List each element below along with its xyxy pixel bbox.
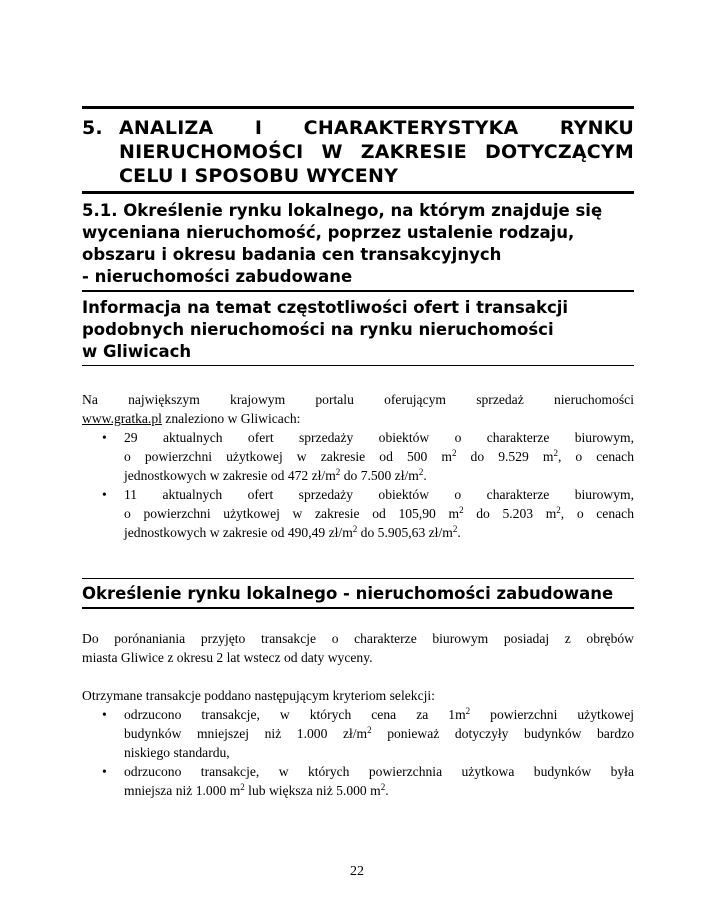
info-heading (82, 292, 634, 365)
paragraph-line: Otrzymane transakcje poddano następującym kryteriom selekcji: (82, 688, 435, 703)
subsection-title-line: obszaru i okresu badania cen transakcyjnych (82, 245, 502, 264)
offers-list (82, 428, 634, 542)
info-title-line: podobnych nieruchomości na rynku nieruchomości (82, 320, 554, 339)
info-intro-line: Na największym krajowym portalu oferującym sprzedaż nieruchomości (82, 392, 634, 407)
document-page (82, 106, 634, 800)
chapter-title-line: ANALIZA I CHARAKTERYSTYKA RYNKU (119, 117, 634, 139)
subsection-title-line: wyceniana nieruchomość, poprzez ustalenie rodzaju, (82, 223, 575, 242)
chapter-number: 5. (82, 117, 103, 139)
bullet-glyph: • (102, 707, 107, 722)
chapter-heading (82, 109, 634, 191)
bullet-glyph: • (102, 487, 107, 502)
page-number: 22 (350, 864, 364, 879)
list-item: • 11 aktualnych ofert sprzedaży obiektów o charakterze biurowym, o powierzchni użytkowej w zakresie od 105,90 $m^2$ do 5.203 $m^2$, o cenach jednostkowych w zakresie od 490,49 $zł/m^2$ do 5.905,63 $zł/m^2$. (102, 487, 634, 540)
chapter-title-line: NIERUCHOMOŚCI W ZAKRESIE DOTYCZĄCYM (119, 141, 634, 163)
local-market-body (82, 629, 634, 800)
paragraph-line: Do porónaniania przyjęto transakcje o charakterze biurowym posiadaj z obrębów (82, 631, 634, 646)
criteria-list (82, 705, 634, 800)
bullet-glyph: • (102, 430, 107, 445)
chapter-title-line: CELU I SPOSOBU WYCENY (119, 165, 399, 187)
subsection-title-line: - nieruchomości zabudowane (82, 267, 353, 286)
subsection-heading (82, 194, 634, 290)
paragraph-line: miasta Gliwice z okresu 2 lat wstecz od daty wyceny. (82, 650, 373, 665)
info-title-line: Informacja na temat częstotliwości ofert i transakcji (82, 298, 569, 317)
gratka-link[interactable]: www.gratka.pl (82, 411, 162, 426)
info-rule (82, 365, 634, 366)
list-item: • 29 aktualnych ofert sprzedaży obiektów o charakterze biurowym, o powierzchni użytkowej w zakresie od 500 $m^2$ do 9.529 $m^2$, o cenach jednostkowych w zakresie od 472 $zł/m^2$ do 7.500 $zł/m^2$. (102, 430, 634, 483)
local-market-bottom-rule (82, 607, 634, 609)
bullet-glyph: • (102, 764, 107, 779)
info-body (82, 390, 634, 542)
subsection-title-line: 5.1. Określenie rynku lokalnego, na którym znajduje się (82, 201, 603, 220)
list-item: • odrzucono transakcje, w których powierzchnia użytkowa budynków była mniejsza niż 1.000 $m^2$ lub większa niż 5.000 $m^2$. (102, 764, 634, 798)
info-intro-line: www.gratka.pl znaleziono w Gliwicach: (82, 411, 301, 426)
local-market-heading: Określenie rynku lokalnego - nieruchomości zabudowane (82, 584, 614, 603)
list-item: • odrzucono transakcje, w których cena za $1m^2$ powierzchni użytkowej budynków mniejszej niż 1.000 $zł/m^2$ ponieważ dotyczyły budynków bardzo niskiego standardu, (102, 706, 634, 760)
info-title-line: w Gliwicach (82, 342, 192, 361)
